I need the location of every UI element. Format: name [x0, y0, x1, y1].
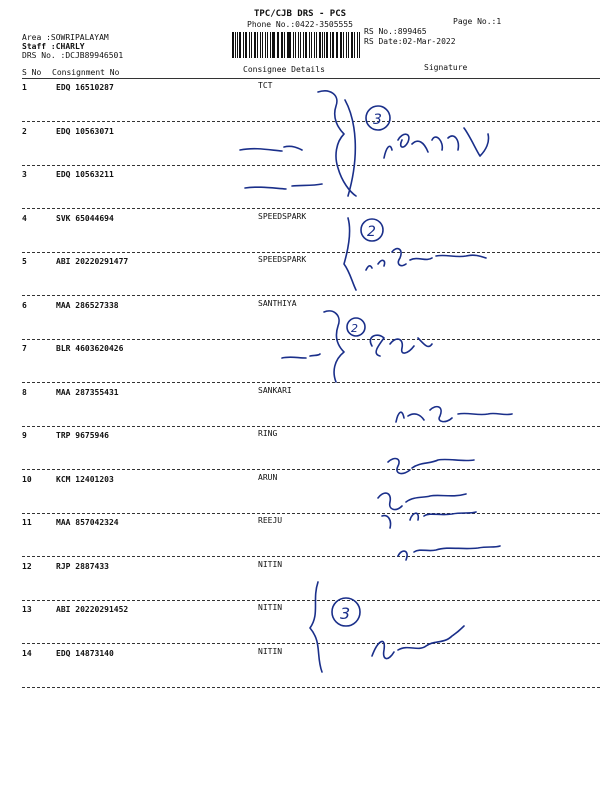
bracket-4 — [310, 582, 322, 672]
row-consignment-no: BLR 4603620426 — [56, 344, 124, 353]
page-number: Page No.:1 — [453, 17, 502, 26]
bracket-1 — [318, 91, 356, 196]
row-sno: 6 — [22, 300, 27, 310]
count-mark-1: 3 — [373, 112, 382, 128]
row-sno: 1 — [22, 83, 27, 92]
dash-row-3 — [245, 184, 322, 189]
row-consignment-no: EDQ 16510287 — [56, 83, 114, 92]
row-consignee: NITIN — [258, 646, 283, 656]
row-consignment-no: ABI 20220291452 — [56, 605, 129, 614]
signature-3 — [370, 335, 432, 356]
sheet-title: TPC/CJB DRS - PCS — [253, 9, 347, 19]
dash-row-2 — [240, 146, 302, 151]
row-sno: 14 — [22, 648, 32, 658]
row-consignment-no: MAA 287355431 — [56, 387, 119, 397]
bracket-3 — [324, 311, 344, 382]
row-sno: 10 — [22, 474, 32, 484]
row-consignee: SPEEDSPARK — [258, 211, 307, 221]
dash-row-7 — [282, 354, 320, 358]
row-consignee: REEJU — [258, 516, 283, 525]
row-sno: 8 — [22, 387, 27, 397]
row-consignment-no: MAA 286527338 — [56, 300, 119, 310]
row-consignee: RING — [258, 429, 278, 438]
row-consignee: SPEEDSPARK — [258, 255, 307, 264]
bracket-2 — [344, 218, 356, 290]
signature-4 — [396, 407, 512, 422]
row-sno: 2 — [22, 126, 27, 136]
count-mark-3: 2 — [351, 322, 358, 335]
signature-9 — [372, 626, 464, 659]
column-consignment: Consignment No — [52, 68, 120, 77]
row-consignee: TCT — [258, 81, 273, 90]
drs-number: DRS No. :DCJB89946501 — [22, 51, 124, 60]
signature-8 — [398, 546, 500, 560]
rs-date: RS Date:02-Mar-2022 — [364, 37, 456, 46]
row-consignee: SANTHIYA — [258, 298, 297, 308]
signature-7 — [382, 512, 476, 528]
row-consignee: SANKARI — [258, 385, 292, 395]
row-sno: 12 — [22, 561, 32, 571]
row-consignment-no: MAA 857042324 — [56, 518, 119, 527]
row-sno: 4 — [22, 213, 27, 223]
signature-1 — [384, 128, 489, 158]
phone-number: Phone No.:0422-3505555 — [247, 20, 353, 29]
row-consignee: NITIN — [258, 603, 283, 612]
row-consignment-no: KCM 12401203 — [56, 474, 114, 484]
area-label: Area :SOWRIPALAYAM — [22, 33, 109, 42]
count-mark-4: 3 — [340, 604, 351, 623]
row-sno: 9 — [22, 431, 27, 440]
row-sno: 13 — [22, 605, 32, 614]
bracket-1b — [345, 100, 355, 196]
row-sno: 7 — [22, 344, 27, 353]
staff-label: Staff :CHARLY — [22, 42, 85, 51]
row-consignee: NITIN — [258, 559, 283, 569]
row-sno: 3 — [22, 170, 27, 179]
row-consignment-no: ABI 20220291477 — [56, 257, 129, 266]
count-mark-2: 2 — [367, 224, 376, 240]
signature-2 — [366, 249, 486, 270]
row-sno: 5 — [22, 257, 27, 266]
signature-6 — [378, 493, 466, 509]
row-sno: 11 — [22, 518, 32, 527]
rs-number: RS No.:899465 — [364, 27, 427, 36]
signature-5 — [388, 459, 474, 474]
column-sno: S No — [22, 68, 42, 77]
column-consignee: Consignee Details — [243, 65, 325, 74]
row-consignment-no: EDQ 10563071 — [56, 126, 114, 136]
row-consignment-no: RJP 2887433 — [56, 561, 109, 571]
row-consignment-no: TRP 9675946 — [56, 431, 109, 440]
row-consignment-no: EDQ 14873140 — [56, 648, 114, 658]
row-consignment-no: SVK 65044694 — [56, 213, 114, 223]
row-consignment-no: EDQ 10563211 — [56, 170, 114, 179]
row-consignee: ARUN — [258, 472, 278, 482]
column-signature: Signature — [424, 63, 468, 72]
